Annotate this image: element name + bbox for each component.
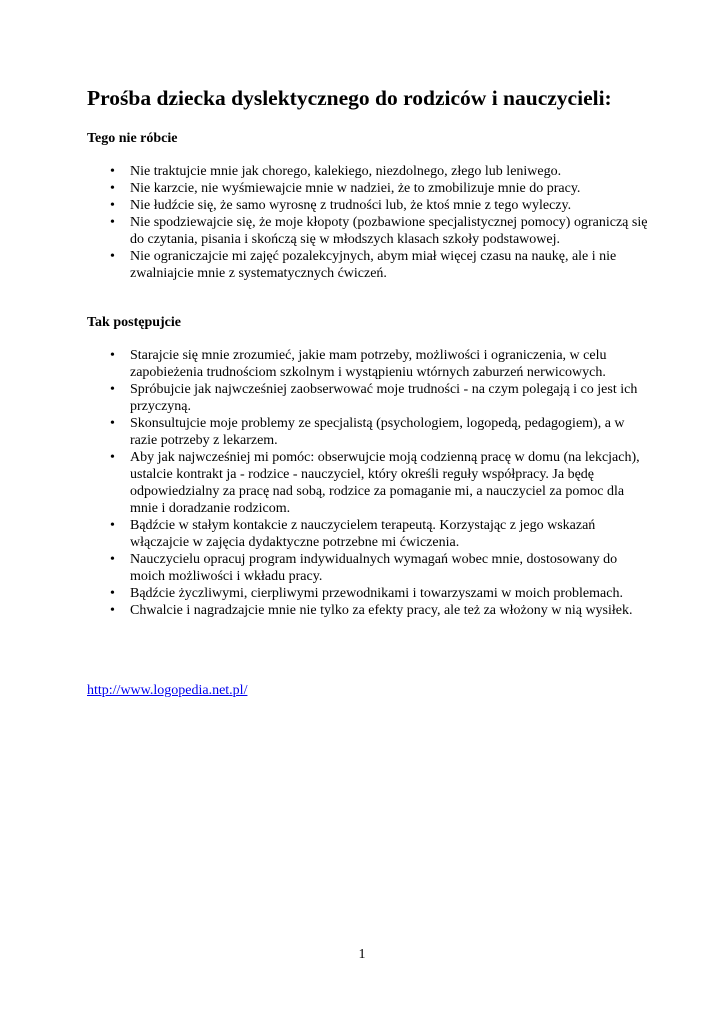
bullet-list-do	[87, 347, 649, 619]
list-item: • Nie ograniczajcie mi zajęć pozalekcyjnych, abym miał więcej czasu na naukę, ale i nie zwalniajcie mnie z systematycznych ćwiczeń.	[87, 248, 649, 282]
list-item: • Nie karzcie, nie wyśmiewajcie mnie w nadziei, że to zmobilizuje mnie do pracy.	[87, 180, 649, 197]
list-item: • Starajcie się mnie zrozumieć, jakie mam potrzeby, możliwości i ograniczenia, w celu zapobieżenia trudnościom szkolnym i wystąpieniu wtórnych zaburzeń nerwicowych.	[87, 347, 649, 381]
bullet-list-dont	[87, 163, 649, 282]
list-item: • Nie łudźcie się, że samo wyrosnę z trudności lub, że ktoś mnie z tego wyleczy.	[87, 197, 649, 214]
list-item: • Bądźcie w stałym kontakcie z nauczycielem terapeutą. Korzystając z jego wskazań włączajcie w zajęcia dydaktyczne potrzebne mi ćwiczenia.	[87, 517, 649, 551]
list-item: • Spróbujcie jak najwcześniej zaobserwować moje trudności - na czym polegają i co jest ich przyczyną.	[87, 381, 649, 415]
list-item: • Nauczycielu opracuj program indywidualnych wymagań wobec mnie, dostosowany do moich możliwości i wkładu pracy.	[87, 551, 649, 585]
list-item: • Aby jak najwcześniej mi pomóc: obserwujcie moją codzienną pracę w domu (na lekcjach), ustalcie kontrakt ja - rodzice - nauczyciel, który określi reguły współpracy. Ja będę odpowiedzialny za pracę nad sobą, rodzice za pomaganie mi, a nauczyciel za pomoc dla mnie i doradzanie rodzicom.	[87, 449, 649, 517]
list-item: • Chwalcie i nagradzajcie mnie nie tylko za efekty pracy, ale też za włożony w nią wysiłek.	[87, 602, 649, 619]
list-item: • Nie traktujcie mnie jak chorego, kalekiego, niezdolnego, złego lub leniwego.	[87, 163, 649, 180]
section-heading-do: Tak postępujcie	[87, 315, 182, 330]
list-item: • Bądźcie życzliwymi, cierpliwymi przewodnikami i towarzyszami w moich problemach.	[87, 585, 649, 602]
list-item: • Nie spodziewajcie się, że moje kłopoty (pozbawione specjalistycznej pomocy) ograniczą się do czytania, pisania i skończą się w młodszych klasach szkoły podstawowej.	[87, 214, 649, 248]
section-heading-dont: Tego nie róbcie	[87, 131, 178, 146]
list-item: • Skonsultujcie moje problemy ze specjalistą (psychologiem, logopedą, pedagogiem), a w razie potrzeby z lekarzem.	[87, 415, 649, 449]
source-link[interactable]: http://www.logopedia.net.pl/	[87, 683, 248, 698]
page-number: 1	[358, 947, 366, 962]
document-title: Prośba dziecka dyslektycznego do rodziców i nauczycieli:	[87, 86, 612, 110]
